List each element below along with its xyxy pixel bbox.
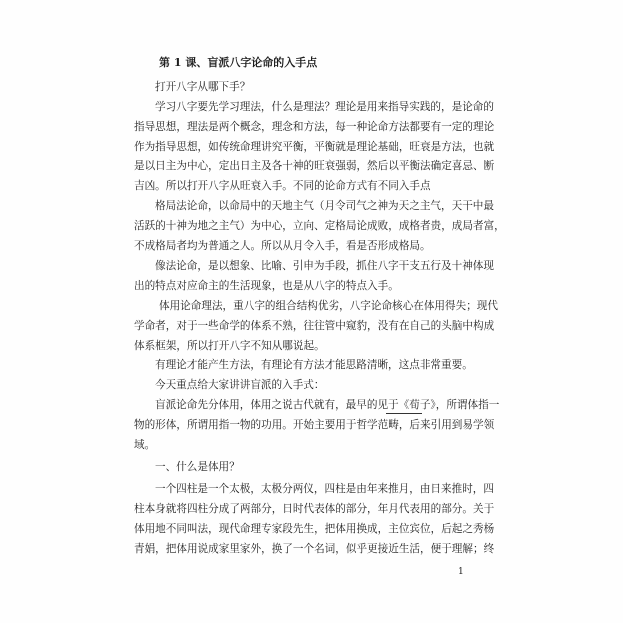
section-heading: 一、什么是体用？ xyxy=(155,461,240,473)
text-line: 吉凶。所以打开八字从旺衰入手。不同的论命方式有不同入手点 xyxy=(134,180,431,192)
text-line: 不成格局者均为普通之人。所以从月令入手，看是否形成格局。 xyxy=(134,240,431,252)
text-line: 是以日主为中心，定出日主及各十神的旺衰强弱，然后以平衡法确定喜忌、断 xyxy=(134,160,495,172)
text-line: 体用论命理法，重八字的组合结构优劣，八字论命核心在体用得失；现代 xyxy=(159,300,498,312)
page-number: 1 xyxy=(458,567,464,577)
text-line: 一个四柱是一个太极，太极分两仪，四柱是由年来推月，由日来推时，四 xyxy=(155,483,494,495)
text-line: 今天重点给大家讲讲盲派的入手式： xyxy=(155,379,325,391)
text-line: 青娟，把体用说成家里家外，换了一个名词，似乎更接近生活，便于理解；终 xyxy=(134,543,495,555)
lesson-title: 第 1 课、盲派八字论命的入手点 xyxy=(159,56,318,69)
text-line: 出的特点对应命主的生活现象，也是从八字的特点入手。 xyxy=(134,280,399,292)
text-line: 像法论命，是以想象、比喻、引申为手段，抓住八字干支五行及十神体现 xyxy=(155,260,494,272)
underline-mark xyxy=(386,413,422,414)
text-line: 域。 xyxy=(134,439,156,451)
text-line: 物的形体，所谓用指一物的功用。开始主要用于哲学范畴，后来引用到易学领 xyxy=(134,419,495,431)
text-line: 打开八字从哪下手？ xyxy=(155,81,251,93)
text-line: 有理论才能产生方法，有理论有方法才能思路清晰，这点非常重要。 xyxy=(155,359,473,371)
text-line: 活跃的十神为地之主气）为中心，立向、定格局论成败，成格者贵，成局者富， xyxy=(134,220,505,232)
text-line: 学习八字要先学习理法，什么是理法？理论是用来指导实践的，是论命的 xyxy=(155,101,494,113)
text-line: 体用地不同叫法，现代命理专家段先生，把体用换成，主位宾位，后起之秀杨 xyxy=(134,523,495,535)
text-line: 柱本身就将四柱分成了两部分，日时代表体的部分，年月代表用的部分。关于 xyxy=(134,503,495,515)
text-line: 格局法论命，以命局中的天地主气（月令司气之神为天之主气，天干中最 xyxy=(155,200,494,212)
text-line: 学命者，对于一些命学的体系不熟，往往管中窥豹，没有在自己的头脑中构成 xyxy=(134,320,495,332)
text-line: 盲派论命先分体用，体用之说古代就有，最早的见于《荀子》，所谓体指一 xyxy=(155,399,500,411)
text-line: 作为指导思想，如传统命理讲究平衡，平衡就是理论基础，旺衰是方法，也就 xyxy=(134,141,495,153)
text-line: 体系框架，所以打开八字不知从哪说起。 xyxy=(134,340,325,352)
text-line: 指导思想，理法是两个概念，理念和方法，每一种论命方法都要有一定的理论 xyxy=(134,121,495,133)
